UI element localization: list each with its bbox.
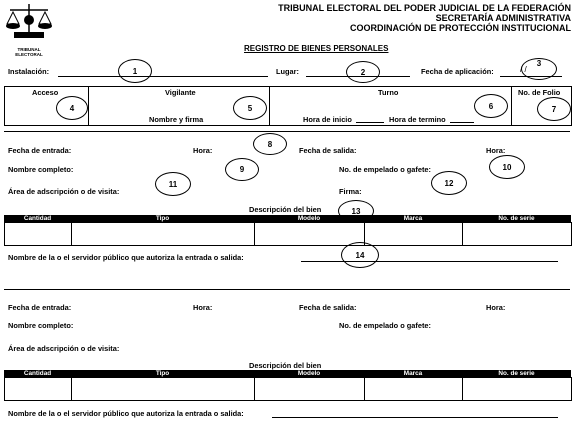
- col-tipo: Tipo: [71, 370, 254, 377]
- table-divider: [254, 222, 255, 245]
- marker-4: 4: [56, 96, 88, 120]
- marker-1: 1: [118, 59, 152, 83]
- hora-salida-label: Hora:: [486, 303, 506, 312]
- col-marca: Marca: [364, 370, 462, 377]
- table-divider: [462, 377, 463, 400]
- items-table-row[interactable]: [4, 222, 572, 246]
- marker-9: 9: [225, 158, 259, 181]
- nombre-completo-label: Nombre completo:: [8, 165, 74, 174]
- col-cantidad: Cantidad: [4, 215, 71, 222]
- box-divider: [511, 86, 512, 125]
- box-divider: [269, 86, 270, 125]
- hora-entrada-label: Hora:: [193, 146, 213, 155]
- box-divider: [88, 86, 89, 125]
- marker-11: 11: [155, 172, 191, 196]
- turno-label: Turno: [378, 88, 399, 97]
- fecha-entrada-label: Fecha de entrada:: [8, 303, 72, 312]
- autoriza-label: Nombre de la o el servidor público que autoriza la entrada o salida:: [8, 253, 244, 262]
- fecha-aplicacion-label: Fecha de aplicación:: [421, 67, 494, 76]
- marker-13: 13: [338, 200, 374, 222]
- hora-termino-label: Hora de termino: [389, 115, 446, 124]
- no-empleado-label: No. de empelado o gafete:: [339, 321, 431, 330]
- table-divider: [71, 222, 72, 245]
- col-tipo: Tipo: [71, 215, 254, 222]
- col-modelo: Modelo: [254, 215, 364, 222]
- section-separator: [4, 289, 570, 290]
- area-adscripcion-label: Área de adscripción o de visita:: [8, 344, 120, 353]
- col-marca: Marca: [364, 215, 462, 222]
- logo-caption: TRIBUNAL ELECTORAL: [15, 47, 43, 57]
- vigilante-label: Vigilante: [165, 88, 196, 97]
- instalacion-field[interactable]: [58, 76, 268, 77]
- items-table: [4, 215, 571, 245]
- scales-logo-icon: [4, 2, 54, 42]
- hora-entrada-label: Hora:: [193, 303, 213, 312]
- header-secretaria: SECRETARÍA ADMINISTRATIVA: [435, 13, 571, 23]
- marker-3: 3: [521, 58, 557, 80]
- table-divider: [71, 377, 72, 400]
- marker-7: 7: [537, 97, 571, 121]
- table-divider: [364, 377, 365, 400]
- firma-label: Firma:: [339, 187, 362, 196]
- instalacion-label: Instalación:: [8, 67, 50, 76]
- fecha-entrada-label: Fecha de entrada:: [8, 146, 72, 155]
- items-table-row[interactable]: [4, 377, 572, 401]
- nombre-firma-label: Nombre y firma: [149, 115, 204, 124]
- fecha-salida-label: Fecha de salida:: [299, 303, 357, 312]
- col-no-serie: No. de serie: [462, 215, 571, 222]
- marker-5: 5: [233, 96, 267, 120]
- col-cantidad: Cantidad: [4, 370, 71, 377]
- form-title: REGISTRO DE BIENES PERSONALES: [244, 44, 389, 53]
- descripcion-bien-label: Descripción del bien: [249, 361, 322, 370]
- marker-14: 14: [341, 242, 379, 268]
- nombre-completo-label: Nombre completo:: [8, 321, 74, 330]
- autoriza-field[interactable]: [272, 417, 558, 418]
- marker-10: 10: [489, 155, 525, 179]
- autoriza-field[interactable]: [301, 261, 558, 262]
- descripcion-bien-label: Descripción del bien: [249, 205, 322, 214]
- header-coordinacion: COORDINACIÓN DE PROTECCIÓN INSTITUCIONAL: [349, 23, 571, 33]
- table-divider: [254, 377, 255, 400]
- fecha-aplicacion-field[interactable]: / /: [520, 65, 527, 74]
- acceso-label: Acceso: [32, 88, 59, 97]
- items-table: [4, 370, 571, 400]
- institution-logo: [4, 2, 54, 57]
- fecha-salida-label: Fecha de salida:: [299, 146, 357, 155]
- table-divider: [462, 222, 463, 245]
- no-folio-label: No. de Folio: [518, 88, 561, 97]
- section-separator: [4, 131, 570, 132]
- no-empleado-label: No. de empelado o gafete:: [339, 165, 431, 174]
- hora-inicio-field[interactable]: [356, 122, 384, 123]
- col-modelo: Modelo: [254, 370, 364, 377]
- col-no-serie: No. de serie: [462, 370, 571, 377]
- header-institution: TRIBUNAL ELECTORAL DEL PODER JUDICIAL DE LA FEDERACIÓN: [278, 3, 571, 13]
- autoriza-label: Nombre de la o el servidor público que autoriza la entrada o salida:: [8, 409, 244, 418]
- hora-inicio-label: Hora de inicio: [303, 115, 352, 124]
- lugar-label: Lugar:: [276, 67, 299, 76]
- hora-termino-field[interactable]: [450, 122, 474, 123]
- marker-12: 12: [431, 171, 467, 195]
- hora-salida-label: Hora:: [486, 146, 506, 155]
- marker-8: 8: [253, 133, 287, 155]
- area-adscripcion-label: Área de adscripción o de visita:: [8, 187, 120, 196]
- marker-6: 6: [474, 94, 508, 118]
- marker-2: 2: [346, 61, 380, 83]
